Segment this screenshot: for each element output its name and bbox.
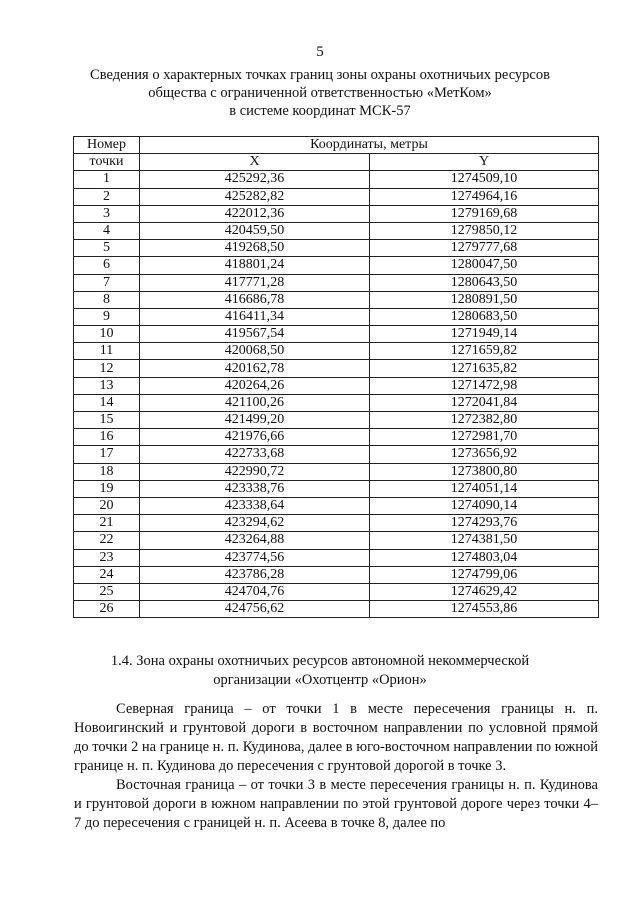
title-line-3: в системе координат МСК-57 [229,103,411,119]
y-coordinate-cell: 1271635,82 [370,360,599,377]
coordinates-table [73,136,599,618]
x-coordinate-cell: 424756,62 [140,601,370,618]
point-number-cell: 7 [74,274,140,291]
table-row [74,377,599,394]
x-coordinate-cell: 425292,36 [140,171,370,188]
point-number-cell: 11 [74,343,140,360]
y-coordinate-cell: 1274803,04 [370,549,599,566]
x-coordinate-cell: 422733,68 [140,446,370,463]
x-coordinate-cell: 423264,88 [140,532,370,549]
table-row [74,240,599,257]
point-number-cell: 2 [74,188,140,205]
table-row [74,566,599,583]
y-coordinate-cell: 1271472,98 [370,377,599,394]
x-coordinate-cell: 419268,50 [140,240,370,257]
y-coordinate-cell: 1274799,06 [370,566,599,583]
point-number-cell: 12 [74,360,140,377]
point-number-cell: 9 [74,308,140,325]
y-coordinate-cell: 1272041,84 [370,394,599,411]
y-coordinate-cell: 1271949,14 [370,326,599,343]
x-coordinate-cell: 422990,72 [140,463,370,480]
y-coordinate-cell: 1274629,42 [370,583,599,600]
x-coordinate-cell: 423786,28 [140,566,370,583]
x-coordinate-cell: 424704,76 [140,583,370,600]
point-number-cell: 10 [74,326,140,343]
y-coordinate-cell: 1271659,82 [370,343,599,360]
y-coordinate-cell: 1272382,80 [370,412,599,429]
y-coordinate-cell: 1279850,12 [370,222,599,239]
y-coordinate-cell: 1280047,50 [370,257,599,274]
coordinates-table-body [74,171,599,618]
table-row [74,326,599,343]
y-coordinate-cell: 1273656,92 [370,446,599,463]
x-coordinate-cell: 417771,28 [140,274,370,291]
section-body [74,700,598,833]
point-number-cell: 20 [74,497,140,514]
x-coordinate-cell: 419567,54 [140,326,370,343]
table-row [74,360,599,377]
x-coordinate-cell: 423774,56 [140,549,370,566]
point-number-cell: 19 [74,480,140,497]
y-coordinate-cell: 1274964,16 [370,188,599,205]
table-row [74,205,599,222]
document-title [60,66,580,120]
y-coordinate-cell: 1274553,86 [370,601,599,618]
header-coordinates: Координаты, метры [140,137,599,154]
x-coordinate-cell: 425282,82 [140,188,370,205]
table-row [74,188,599,205]
x-coordinate-cell: 420068,50 [140,343,370,360]
table-row [74,480,599,497]
y-coordinate-cell: 1274293,76 [370,515,599,532]
point-number-cell: 3 [74,205,140,222]
paragraph-north-boundary: Северная граница – от точки 1 в месте пересечения границы н. п. Новоигинский и грунтовой дороги в восточном направлении по условной прямой до точки 2 на границе н. п. Кудинова, далее в юго-восточном направлении по южной границе н. п. Кудинова до пересечения с грунтовой дорогой в точке 3. [74,701,598,774]
table-row [74,463,599,480]
x-coordinate-cell: 416411,34 [140,308,370,325]
table-row [74,343,599,360]
table-row [74,257,599,274]
table-row [74,429,599,446]
page-number: 5 [316,44,324,60]
table-row [74,497,599,514]
x-coordinate-cell: 420264,26 [140,377,370,394]
table-row [74,446,599,463]
point-number-cell: 15 [74,412,140,429]
point-number-cell: 13 [74,377,140,394]
point-number-cell: 17 [74,446,140,463]
table-row [74,515,599,532]
point-number-cell: 16 [74,429,140,446]
x-coordinate-cell: 423338,76 [140,480,370,497]
y-coordinate-cell: 1274509,10 [370,171,599,188]
point-number-cell: 25 [74,583,140,600]
point-number-cell: 6 [74,257,140,274]
point-number-cell: 4 [74,222,140,239]
point-number-cell: 5 [74,240,140,257]
table-row [74,532,599,549]
y-coordinate-cell: 1279169,68 [370,205,599,222]
x-coordinate-cell: 423338,64 [140,497,370,514]
y-coordinate-cell: 1274090,14 [370,497,599,514]
header-point-number-line2: точки [74,154,140,171]
y-coordinate-cell: 1280891,50 [370,291,599,308]
table-row [74,549,599,566]
section-heading-line-1: 1.4. Зона охраны охотничьих ресурсов автономной некоммерческой [110,653,530,669]
table-row [74,412,599,429]
point-number-cell: 21 [74,515,140,532]
y-coordinate-cell: 1280643,50 [370,274,599,291]
table-row [74,308,599,325]
x-coordinate-cell: 423294,62 [140,515,370,532]
title-line-2: общества с ограниченной ответственностью «МетКом» [148,85,492,101]
header-y: Y [370,154,599,171]
point-number-cell: 24 [74,566,140,583]
y-coordinate-cell: 1273800,80 [370,463,599,480]
paragraph-east-boundary: Восточная граница – от точки 3 в месте пересечения границы н. п. Кудинова и грунтовой дороги в южном направлении по этой грунтовой дороге через точки 4–7 до пересечения с границей н. п. Асеева в точке 8, далее по [74,777,598,831]
table-row [74,394,599,411]
y-coordinate-cell: 1280683,50 [370,308,599,325]
table-row [74,274,599,291]
point-number-cell: 18 [74,463,140,480]
table-row [74,171,599,188]
table-row [74,583,599,600]
header-point-number: Номер [74,137,140,154]
point-number-cell: 23 [74,549,140,566]
x-coordinate-cell: 420162,78 [140,360,370,377]
y-coordinate-cell: 1272981,70 [370,429,599,446]
section-heading [60,652,580,690]
title-line-1: Сведения о характерных точках границ зоны охраны охотничьих ресурсов [90,67,550,83]
point-number-cell: 26 [74,601,140,618]
x-coordinate-cell: 422012,36 [140,205,370,222]
table-row [74,291,599,308]
x-coordinate-cell: 421976,66 [140,429,370,446]
y-coordinate-cell: 1274381,50 [370,532,599,549]
x-coordinate-cell: 421100,26 [140,394,370,411]
x-coordinate-cell: 420459,50 [140,222,370,239]
x-coordinate-cell: 418801,24 [140,257,370,274]
header-x: X [140,154,370,171]
point-number-cell: 8 [74,291,140,308]
table-row [74,601,599,618]
y-coordinate-cell: 1274051,14 [370,480,599,497]
section-heading-line-2: организации «Охотцентр «Орион» [213,672,427,688]
point-number-cell: 22 [74,532,140,549]
x-coordinate-cell: 416686,78 [140,291,370,308]
y-coordinate-cell: 1279777,68 [370,240,599,257]
point-number-cell: 14 [74,394,140,411]
x-coordinate-cell: 421499,20 [140,412,370,429]
table-row [74,222,599,239]
point-number-cell: 1 [74,171,140,188]
